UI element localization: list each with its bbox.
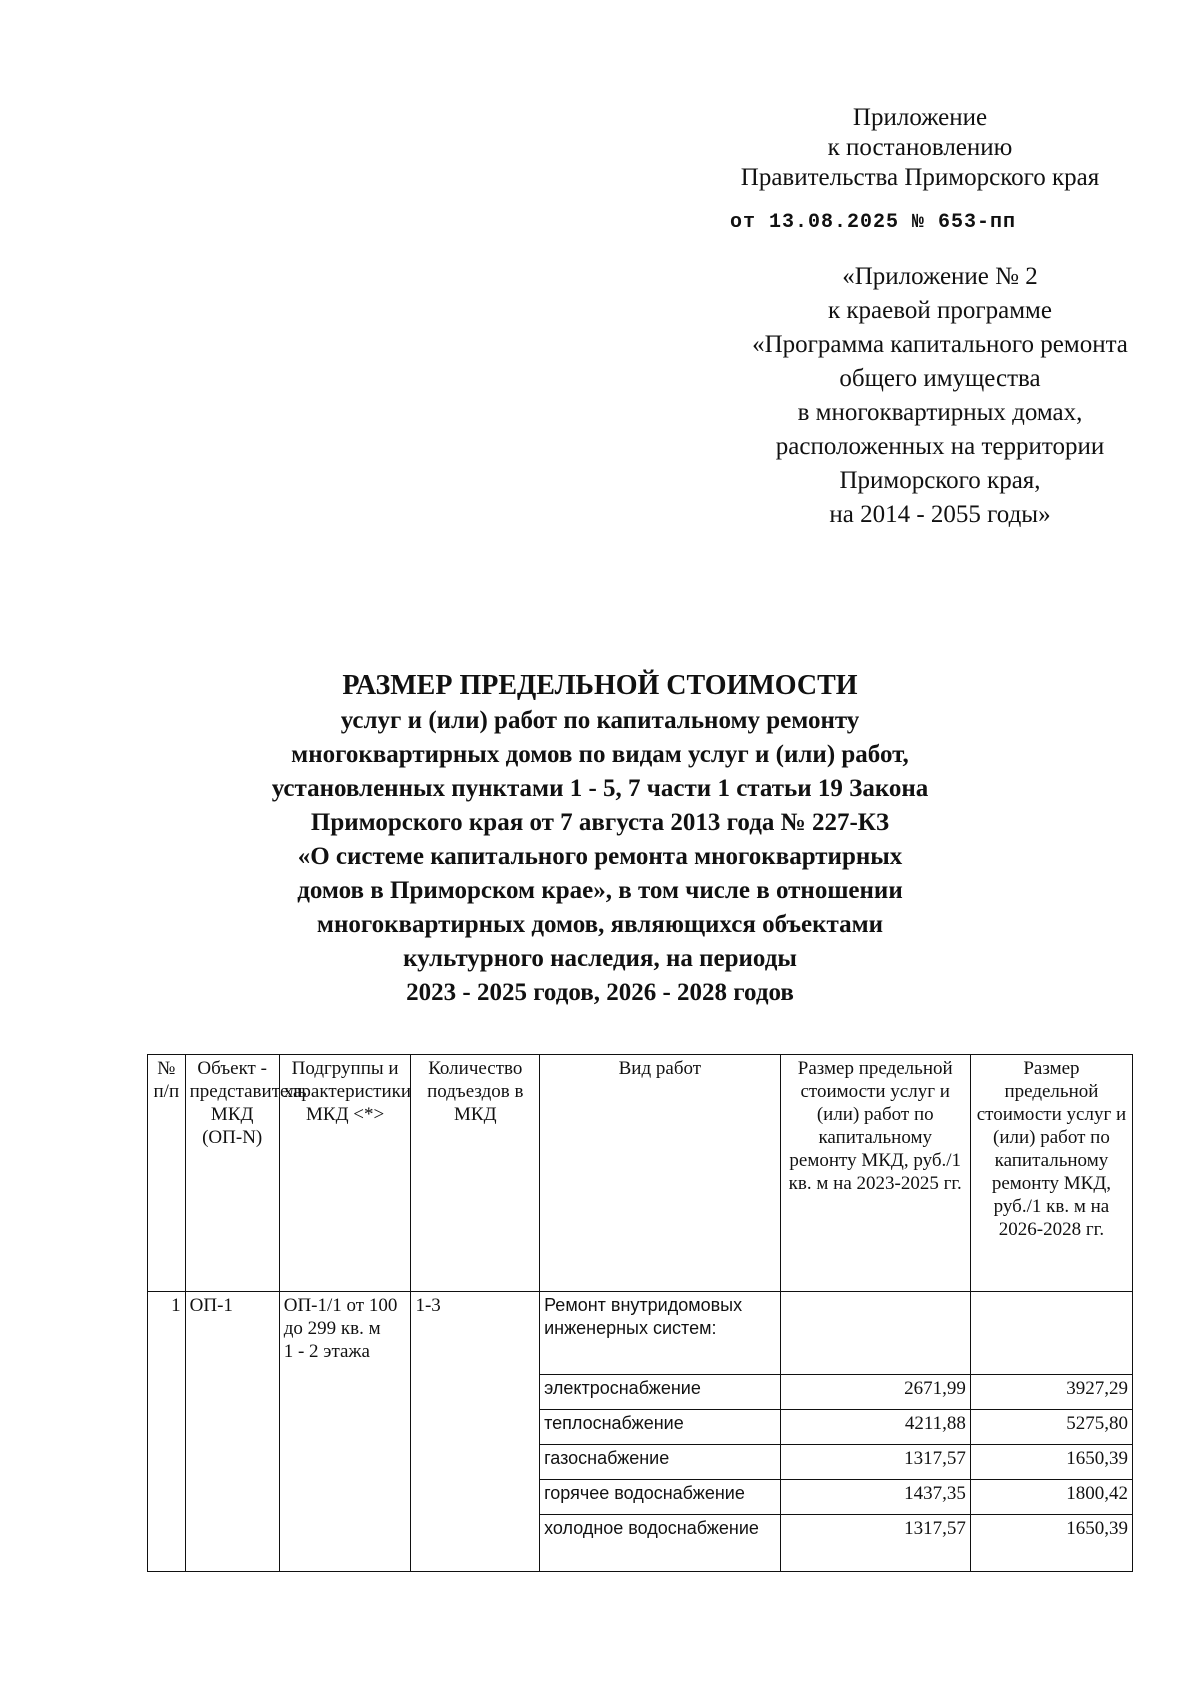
- cell-work: холодное водоснабжение: [540, 1515, 780, 1572]
- header-price-2023: Размер предельной стоимости услуг и (или) работ по капитальному ремонту МКД, руб./1 кв. м на 2023-2025 гг.: [780, 1055, 970, 1292]
- title-line: культурного наследия, на периоды: [403, 945, 797, 972]
- title-line: многоквартирных домов, являющихся объектами: [316, 911, 884, 938]
- table-row: [148, 1292, 1133, 1375]
- appendix2-block: [720, 260, 1160, 532]
- title-line: «О системе капитального ремонта многоквартирных: [297, 843, 903, 870]
- appendix2-line: общего имущества: [839, 365, 1041, 392]
- appendix2-line: на 2014 - 2055 годы»: [829, 501, 1051, 528]
- title-line: домов в Приморском крае», в том числе в отношении: [297, 877, 903, 904]
- cell-work: горячее водоснабжение: [540, 1480, 780, 1515]
- price-table: [147, 1054, 1133, 1572]
- title-line: 2023 - 2025 годов, 2026 - 2028 годов: [406, 979, 794, 1006]
- cell-price-2026: 5275,80: [970, 1410, 1132, 1445]
- cell-work: газоснабжение: [540, 1445, 780, 1480]
- decree-number: от 13.08.2025 № 653-пп: [730, 211, 1017, 234]
- document-title: [100, 668, 1100, 1010]
- cell-price-2026: [970, 1292, 1132, 1375]
- cell-price-2023: [780, 1292, 970, 1375]
- header-object: Объект - представитель МКД (ОП-N): [185, 1055, 279, 1292]
- cell-price-2026: 3927,29: [970, 1375, 1132, 1410]
- cell-work: электроснабжение: [540, 1375, 780, 1410]
- table-header-row: [148, 1055, 1133, 1292]
- subgroup-text: ОП-1/1 от 100 до 299 кв. м: [283, 1295, 398, 1339]
- cell-price-2026: 1650,39: [970, 1515, 1132, 1572]
- appendix2-line: в многоквартирных домах,: [797, 399, 1083, 426]
- cell-num: 1: [148, 1292, 186, 1572]
- appendix-line: к постановлению: [827, 134, 1013, 161]
- header-subgroups: Подгруппы и характеристики МКД <*>: [279, 1055, 411, 1292]
- cell-price-2023: 1317,57: [780, 1445, 970, 1480]
- title-line: услуг и (или) работ по капитальному ремонту: [340, 707, 860, 734]
- floors-text: 1 - 2 этажа: [283, 1341, 370, 1362]
- title-line: установленных пунктами 1 - 5, 7 части 1 статьи 19 Закона: [271, 775, 929, 802]
- title-line: Приморского края от 7 августа 2013 года № 227-КЗ: [310, 809, 890, 836]
- header-num: № п/п: [148, 1055, 186, 1292]
- cell-work: теплоснабжение: [540, 1410, 780, 1445]
- cell-price-2023: 1317,57: [780, 1515, 970, 1572]
- appendix2-line: к краевой программе: [828, 297, 1052, 324]
- header-entrances: Количество подъездов в МКД: [411, 1055, 540, 1292]
- appendix-line: Правительства Приморского края: [740, 164, 1100, 191]
- cell-object: ОП-1: [185, 1292, 279, 1572]
- cell-price-2023: 1437,35: [780, 1480, 970, 1515]
- appendix2-line: «Приложение № 2: [842, 263, 1038, 290]
- appendix2-line: расположенных на территории: [775, 433, 1105, 460]
- cell-entrances: 1-3: [411, 1292, 540, 1572]
- header-work: Вид работ: [540, 1055, 780, 1292]
- title-line: многоквартирных домов по видам услуг и (или) работ,: [291, 741, 909, 768]
- appendix-block: [700, 103, 1140, 193]
- cell-price-2023: 2671,99: [780, 1375, 970, 1410]
- cell-subgroup: [279, 1292, 411, 1572]
- cell-price-2023: 4211,88: [780, 1410, 970, 1445]
- cell-price-2026: 1650,39: [970, 1445, 1132, 1480]
- appendix2-line: «Программа капитального ремонта: [752, 331, 1128, 358]
- appendix-line: Приложение: [852, 104, 988, 131]
- cell-work: Ремонт внутридомовых инженерных систем:: [540, 1292, 780, 1375]
- title-main: РАЗМЕР ПРЕДЕЛЬНОЙ СТОИМОСТИ: [342, 670, 858, 701]
- header-price-2026: Размер предельной стоимости услуг и (или) работ по капитальному ремонту МКД, руб./1 кв. м на 2026-2028 гг.: [970, 1055, 1132, 1292]
- cell-price-2026: 1800,42: [970, 1480, 1132, 1515]
- appendix2-line: Приморского края,: [839, 467, 1041, 494]
